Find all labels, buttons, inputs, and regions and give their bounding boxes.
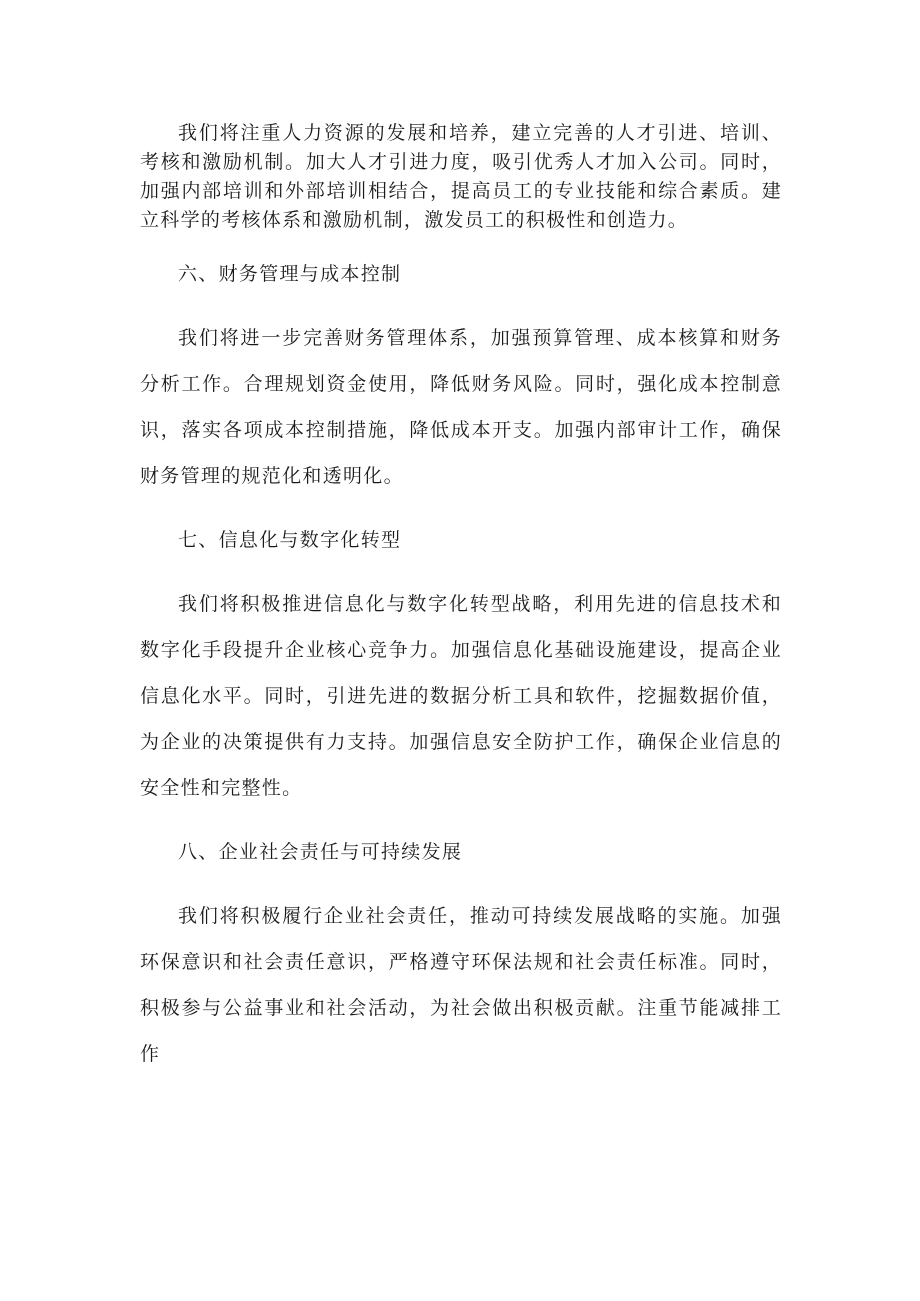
section-heading-social-responsibility: 八、企业社会责任与可持续发展 [178, 841, 463, 863]
paragraph-social-responsibility: 我们将积极履行企业社会责任，推动可持续发展战略的实施。加强环保意识和社会责任意识，严格遵守环保法规和社会责任标准。同时，积极参与公益事业和社会活动，为社会做出积极贡献。注重节能减排工作 [140, 905, 782, 1065]
section-heading-finance: 六、财务管理与成本控制 [178, 263, 402, 285]
paragraph-digitalization: 我们将积极推进信息化与数字化转型战略，利用先进的信息技术和数字化手段提升企业核心竞争力。加强信息化基础设施建设，提高企业信息化水平。同时，引进先进的数据分析工具和软件，挖掘数据价值，为企业的决策提供有力支持。加强信息安全防护工作，确保企业信息的安全性和完整性。 [140, 593, 782, 799]
paragraph-human-resources: 我们将注重人力资源的发展和培养，建立完善的人才引进、培训、考核和激励机制。加大人才引进力度，吸引优秀人才加入公司。同时，加强内部培训和外部培训相结合，提高员工的专业技能和综合素质。建立科学的考核体系和激励机制，激发员工的积极性和创造力。 [140, 122, 782, 231]
paragraph-finance: 我们将进一步完善财务管理体系，加强预算管理、成本核算和财务分析工作。合理规划资金使用，降低财务风险。同时，强化成本控制意识，落实各项成本控制措施，降低成本开支。加强内部审计工作，确保财务管理的规范化和透明化。 [140, 327, 782, 487]
document-body [140, 119, 782, 1077]
section-heading-digitalization: 七、信息化与数字化转型 [178, 529, 402, 551]
